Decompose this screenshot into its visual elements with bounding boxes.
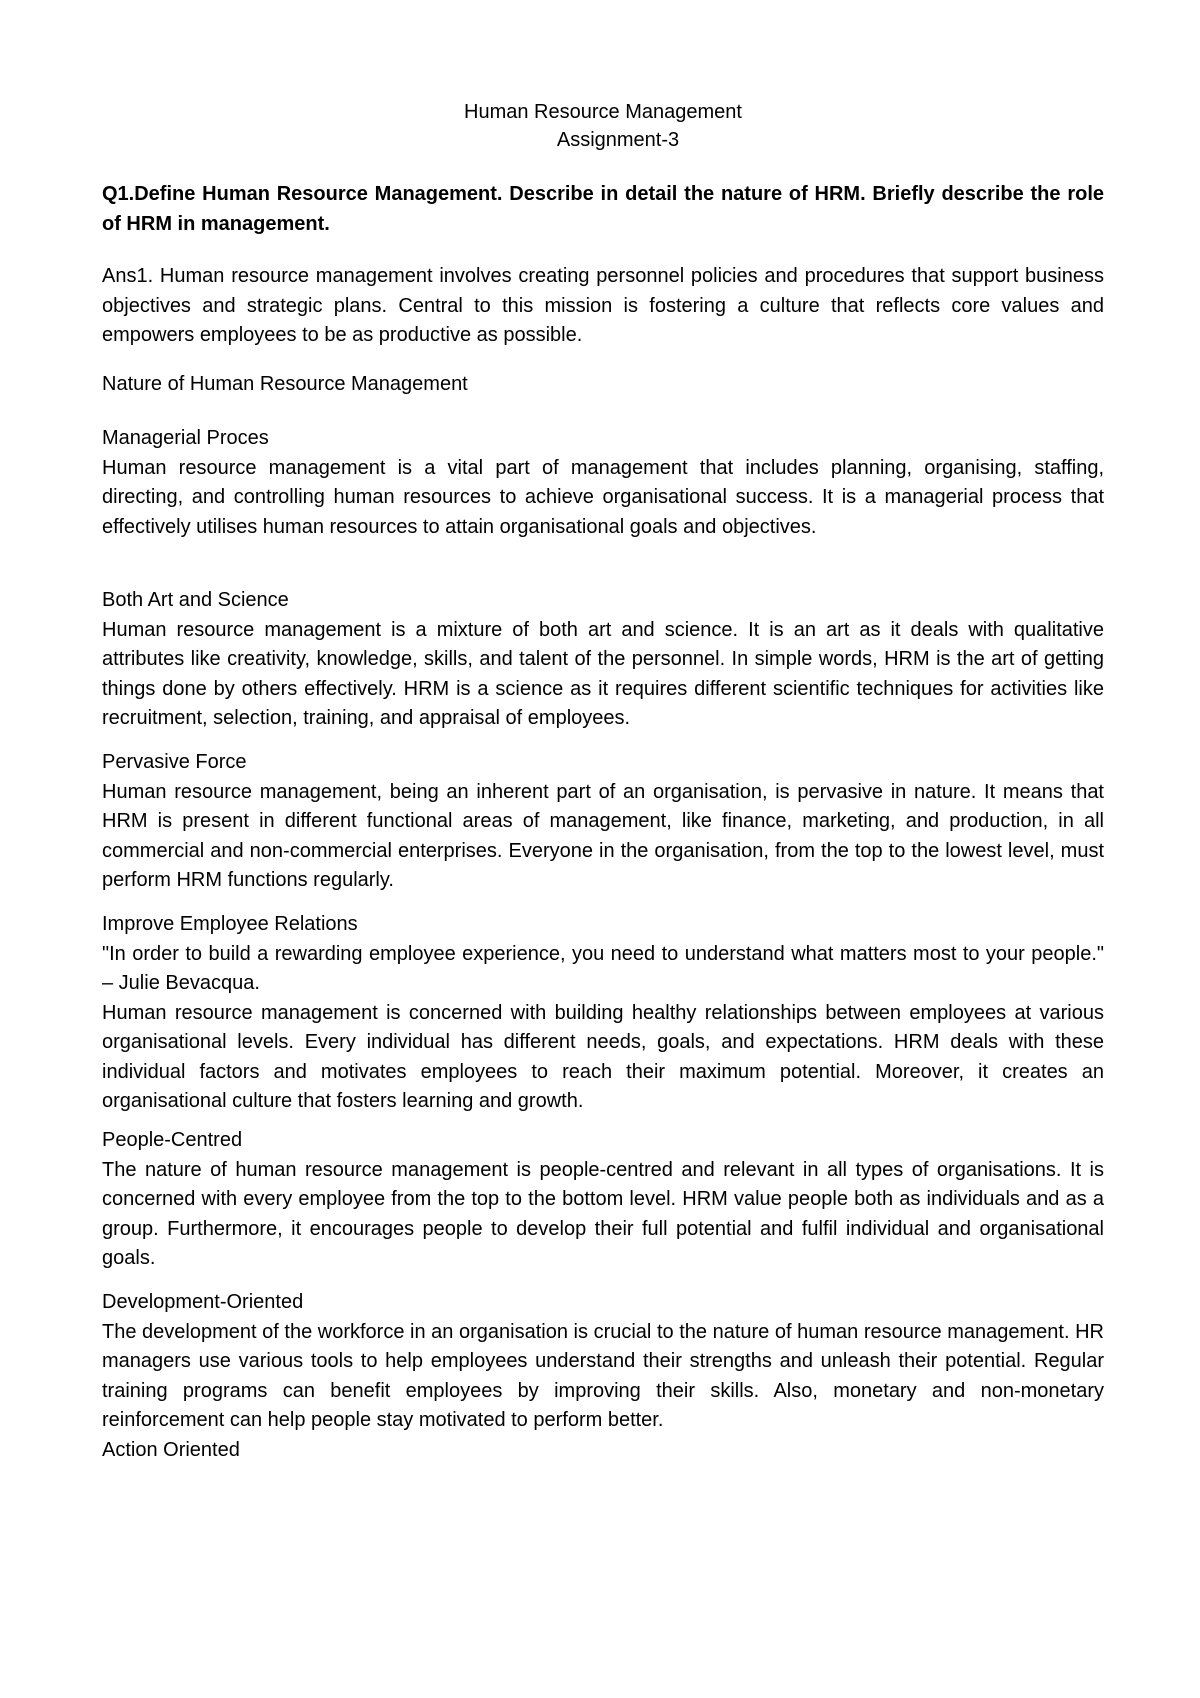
section-heading-action-oriented: Action Oriented — [102, 1438, 240, 1461]
section-heading: Development-Oriented — [102, 1291, 304, 1313]
section-quote: "In order to build a rewarding employee experience, you need to understand what matters most to your people." – Julie Bevacqua. — [102, 942, 1104, 994]
section-body: Human resource management, being an inherent part of an organisation, is pervasive in nature. It means that HRM is present in different functional areas of management, like finance, marketing, and production, in all commercial and non-commercial enterprises. Everyone in the organisation, from the top to the lowest level, must perform HRM functions regularly. — [102, 780, 1104, 891]
document-subtitle: Assignment-3 — [556, 129, 680, 151]
section-development-oriented — [102, 1288, 1104, 1465]
section-pervasive-force — [102, 748, 1104, 896]
section-employee-relations — [102, 910, 1104, 1117]
document-title: Human Resource Management — [464, 101, 742, 123]
section-heading: Managerial Proces — [102, 427, 269, 449]
section-body: The nature of human resource management is people-centred and relevant in all types of organisations. It is concerned with every employee from the top to the bottom level. HRM value people both as individuals and as a group. Furthermore, it encourages people to develop their full potential and fulfil individual and organisational goals. — [102, 1158, 1104, 1269]
answer-intro: Ans1. Human resource management involves creating personnel policies and procedures that support business objectives and strategic plans. Central to this mission is fostering a culture that reflects core values and empowers employees to be as productive as possible. — [102, 265, 1104, 346]
section-art-and-science — [102, 586, 1104, 734]
question-text: Q1.Define Human Resource Management. Describe in detail the nature of HRM. Briefly describe the role of HRM in management. — [102, 183, 1104, 235]
section-body: The development of the workforce in an organisation is crucial to the nature of human resource management. HR managers use various tools to help employees understand their strengths and unleash their potential. Regular training programs can benefit employees by improving their skills. Also, monetary and non-monetary reinforcement can help people stay motivated to perform better. — [102, 1320, 1104, 1431]
section-heading: Pervasive Force — [102, 751, 247, 773]
section-body: Human resource management is a vital part of management that includes planning, organising, staffing, directing, and controlling human resources to achieve organisational success. It is a managerial process that effectively utilises human resources to attain organisational goals and objectives. — [102, 456, 1104, 538]
section-body: Human resource management is concerned with building healthy relationships between employees at various organisational levels. Every individual has different needs, goals, and expectations. HRM deals with these individual factors and motivates employees to reach their maximum potential. Moreover, it creates an organisational culture that fosters learning and growth. — [102, 1001, 1104, 1112]
section-managerial-process — [102, 424, 1104, 542]
section-heading: Improve Employee Relations — [102, 913, 358, 935]
section-heading: People-Centred — [102, 1129, 243, 1151]
nature-heading: Nature of Human Resource Management — [102, 373, 468, 395]
section-heading: Both Art and Science — [102, 589, 289, 611]
section-body: Human resource management is a mixture of both art and science. It is an art as it deals with qualitative attributes like creativity, knowledge, skills, and talent of the personnel. In simple words, HRM is the art of getting things done by others effectively. HRM is a science as it requires different scientific techniques for activities like recruitment, selection, training, and appraisal of employees. — [102, 618, 1104, 729]
section-people-centred — [102, 1126, 1104, 1274]
